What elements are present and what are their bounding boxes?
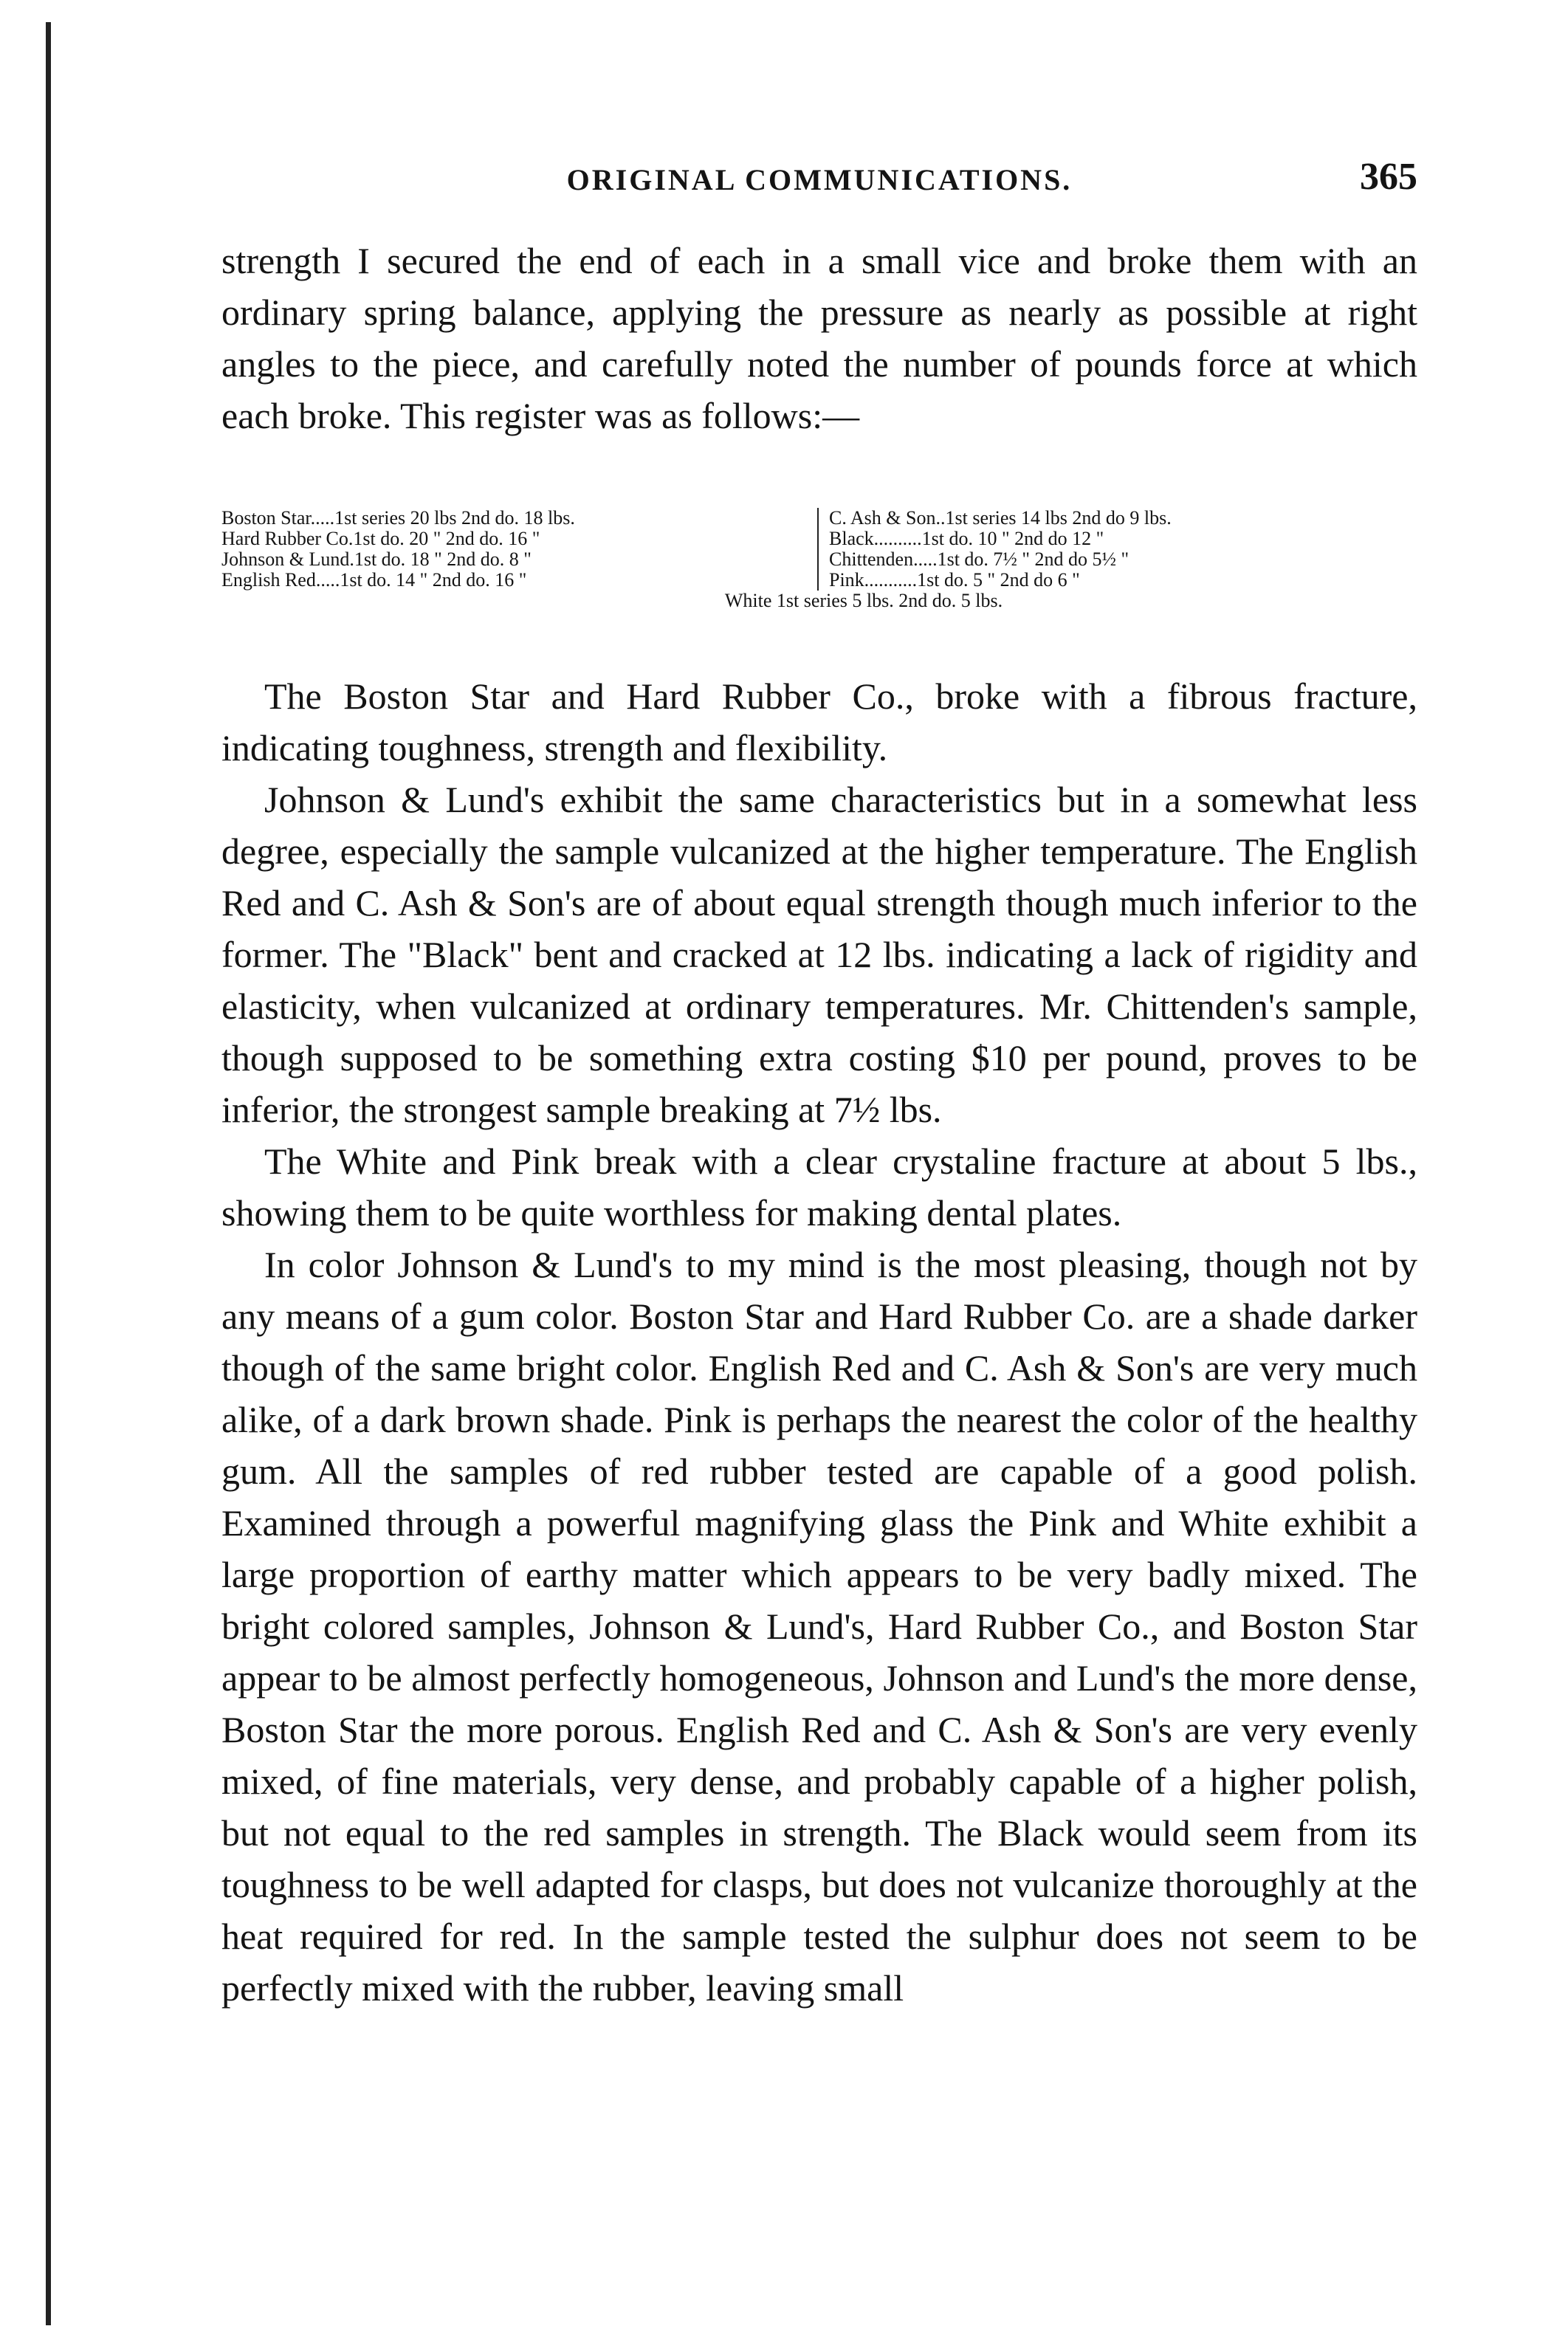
register-right-column [819, 508, 1417, 591]
register-row: English Red.....1st do. 14 " 2nd do. 16 " [221, 569, 527, 591]
body-text [221, 670, 1417, 2014]
register-row: Pink...........1st do. 5 " 2nd do 6 " [829, 569, 1080, 591]
register-row: Johnson & Lund.1st do. 18 " 2nd do. 8 " [221, 548, 532, 570]
register-row: C. Ash & Son..1st series 14 lbs 2nd do 9 lbs. [829, 508, 1172, 529]
register-columns [221, 508, 1417, 591]
intro-block [221, 235, 1417, 441]
page-edge-rule [46, 22, 51, 2325]
register-row: Hard Rubber Co.1st do. 20 " 2nd do. 16 " [221, 528, 540, 549]
register-row: Black..........1st do. 10 " 2nd do 12 " [829, 528, 1104, 549]
body-paragraph: The Boston Star and Hard Rubber Co., broke with a fibrous fracture, indicating toughness, strength and flexibility. [221, 675, 1417, 768]
register-row: Boston Star.....1st series 20 lbs 2nd do. 18 lbs. [221, 508, 575, 529]
body-paragraph: The White and Pink break with a clear crystaline fracture at about 5 lbs., showing them to be quite worthless for making dental plates. [221, 1140, 1417, 1234]
register-table [221, 508, 1417, 611]
page-number: 365 [1360, 156, 1417, 198]
page-header [221, 155, 1417, 207]
intro-paragraph: strength I secured the end of each in a small vice and broke them with an ordinary spring balance, applying the pressure as nearly as possible at right angles to the piece, and carefully noted the number of pounds force at which each broke. This register was as follows:— [221, 240, 1417, 436]
running-head: ORIGINAL COMMUNICATIONS. [566, 163, 1073, 196]
register-footer-row: White 1st series 5 lbs. 2nd do. 5 lbs. [724, 590, 1003, 611]
register-row: Chittenden.....1st do. 7½ " 2nd do 5½ " [829, 548, 1129, 570]
register-left-column [221, 508, 819, 591]
body-paragraph: Johnson & Lund's exhibit the same characteristics but in a somewhat less degree, especially the sample vulcanized at the higher temperature. The English Red and C. Ash & Son's are of about equal strength though much inferior to the former. The "Black" bent and cracked at 12 lbs. indicating a lack of rigidity and elasticity, when vulcanized at ordinary temperatures. Mr. Chittenden's sample, though supposed to be something extra costing $10 per pound, proves to be inferior, the strongest sample breaking at 7½ lbs. [221, 779, 1417, 1130]
body-paragraph: In color Johnson & Lund's to my mind is the most pleasing, though not by any means of a gum color. Boston Star and Hard Rubber Co. are a shade darker though of the same bright color. English Red and C. Ash & Son's are very much alike, of a dark brown shade. Pink is perhaps the nearest the color of the healthy gum. All the samples of red rubber tested are capable of a good polish. Examined through a powerful magnifying glass the Pink and White exhibit a large proportion of earthy matter which appears to be very badly mixed. The bright colored samples, Johnson & Lund's, Hard Rubber Co., and Boston Star appear to be almost perfectly homogeneous, Johnson and Lund's the more dense, Boston Star the more porous. English Red and C. Ash & Son's are very evenly mixed, of fine materials, very dense, and probably capable of a higher polish, but not equal to the red samples in strength. The Black would seem from its toughness to be well adapted for clasps, but does not vulcanize thoroughly at the heat required for red. In the sample tested the sulphur does not seem to be perfectly mixed with the rubber, leaving small [221, 1244, 1417, 2009]
